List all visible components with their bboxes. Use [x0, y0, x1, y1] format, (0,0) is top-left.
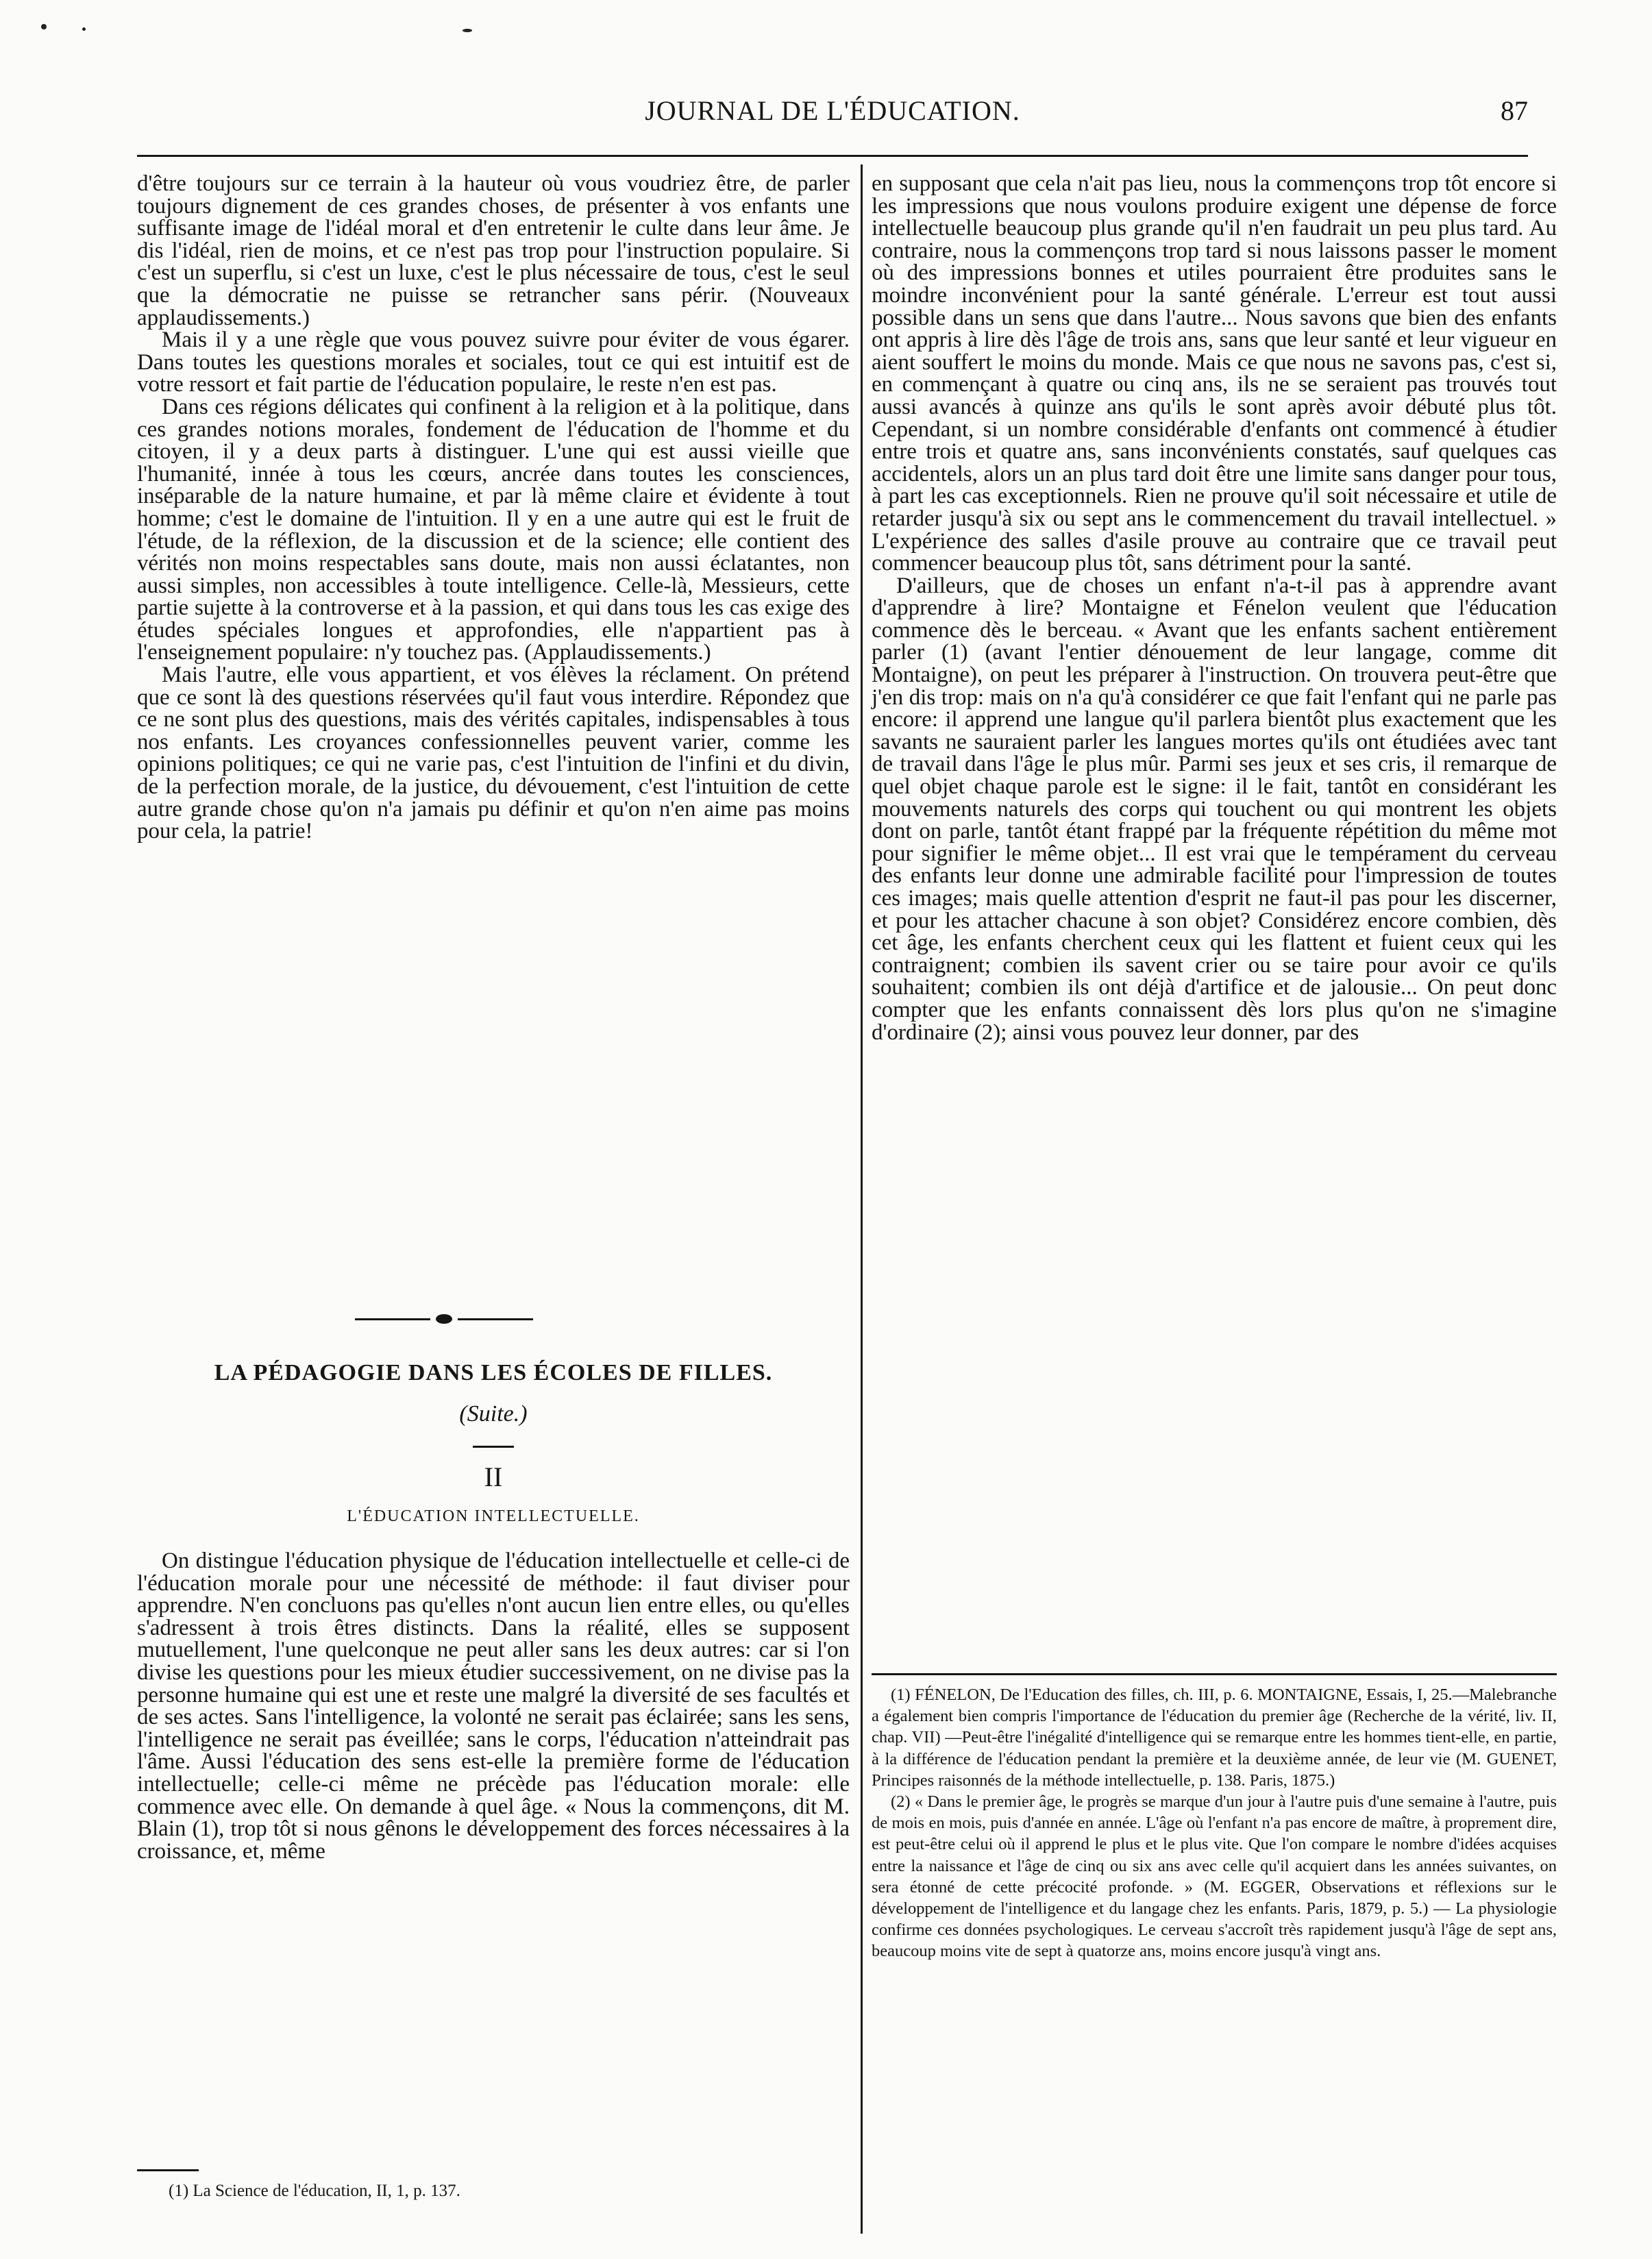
right-footnote-2: (2) « Dans le premier âge, le progrès se marque d'un jour à l'autre puis d'une semaine à l'autre, puis de mois en mois, puis d'année en année. L'âge où l'enfant n'a pas encore de maître, à proprement dire, est peut-être celui où il apprend le plus et le plus vite. Que l'on compare le nombre d'idées acquises entre la naissance et l'âge de cinq ou six ans avec celle qu'il acquiert dans les années suivantes, on sera étonné de cette précocité profonde. » (M. EGGER, Observations et réflexions sur le développement de l'intelligence et du langage chez les enfants. Paris, 1879, p. 5.) — La physiologie confirme ces données psychologiques. Le cerveau s'accroît très rapidement jusqu'à l'âge de sept ans, beaucoup moins vite de sept à quatorze ans, moins encore jusqu'à vingt ans. — [872, 1792, 1557, 1961]
page-number: 87 — [1501, 95, 1528, 126]
left-column — [137, 173, 850, 843]
ink-speck — [41, 24, 47, 29]
left-paragraph-3: Dans ces régions délicates qui confinent à la religion et à la politique, dans ces grandes notions morales, fondement de l'éducation de l'homme et du citoyen, il y a deux parts à distinguer. L'une qui est aussi vieille que l'humanité, innée à tous les cœurs, ancrée dans toutes les consciences, inséparable de la nature humaine, et par là même claire et évidente à tout homme; c'est le domaine de l'intuition. Il y en a une autre qui est le fruit de l'étude, de la réflexion, de la discussion et de la science; elle contient des vérités non moins respectables sans doute, mais non aussi éclatantes, non aussi simples, non accessibles à toute intelligence. Celle-là, Messieurs, cette partie sujette à la controverse et à la passion, et qui dans tous les cas exige des études spéciales longues et approfondies, elle n'appartient pas à l'enseignement populaire: n'y touchez pas. (Applaudissements.) — [137, 394, 850, 665]
section-subtitle: (Suite.) — [459, 1401, 528, 1427]
left-footnote: (1) La Science de l'éducation, II, 1, p. 137. — [169, 2182, 460, 2200]
right-paragraph-1: en supposant que cela n'ait pas lieu, nous la commençons trop tôt encore si les impressions que nous voulons produire exigent une dépense de force intellectuelle beaucoup plus grande qu'il n'en faudrait un peu plus tard. Au contraire, nous la commençons trop tard si nous laissons passer le moment où des impressions bonnes et utiles pourraient être produites sans le moindre inconvénient pour la santé générale. L'erreur est tout aussi possible dans un sens que dans l'autre... Nous savons que bien des enfants ont appris à lire dès l'âge de trois ans, sans que leur santé et leur vigueur en aient souffert le moins du monde. Mais ce que nous ne savons pas, c'est si, en commençant à quatre ou cinq ans, ils ne se seraient pas trouvés tout aussi avancés à quinze ans qu'ils le sont après avoir débuté plus tôt. Cependant, si un nombre considérable d'enfants ont commencé à étudier entre trois et quatre ans, sans inconvénients constatés, sauf quelques cas accidentels, alors un an plus tard doit être une limite sans danger pour tous, à part les cas exceptionnels. Rien ne prouve qu'il soit nécessaire et utile de retarder jusqu'à six ou sept ans le commencement du travail intellectuel. » L'expérience des salles d'asile prouve au contraire que ce travail peut commencer beaucoup plus tôt, sans détriment pour la santé. — [872, 171, 1557, 576]
ink-speck — [463, 29, 472, 32]
right-footnotes — [872, 1684, 1557, 1962]
header-rule — [137, 155, 1528, 157]
right-footnote-rule — [872, 1673, 1557, 1675]
right-paragraph-2: D'ailleurs, que de choses un enfant n'a-t-il pas à apprendre avant d'apprendre à lire? Montaigne et Fénelon veulent que l'éducation commence dès le berceau. « Avant que les enfants sachent entièrement parler (1) (avant l'entier dénouement de leur langage, comme dit Montaigne), on peut les préparer à l'instruction. On trouvera peut-être que j'en dis trop: mais on n'a qu'à considérer ce que fait l'enfant qui ne parle pas encore: il apprend une langue qu'il parlera bientôt plus exactement que les savants ne sauraient parler les langues mortes qu'ils ont étudiées avec tant de travail dans l'âge le plus mûr. Parmi ses jeux et ses cris, il remarque de quel objet chaque parole est le signe: il le fait, tantôt en considérant les mouvements naturels des corps qui touchent ou qui montrent les objets dont on parle, tantôt étant frappé par la fréquente répétition du même mot pour signifier le même objet... Il est vrai que le tempérament du cerveau des enfants leur donne une admirable facilité pour l'impression de toutes ces images; mais quelle attention d'esprit ne faut-il pas pour les discerner, et pour les attacher chacune à son objet? Considérez encore combien, dès cet âge, les enfants cherchent ceux qui les flattent et fuient ceux qui les contraignent; combien ils savent crier ou se taire pour avoir ce qu'ils souhaitent; combien ils ont déjà d'artifice et de jalousie... On peut donc compter que les enfants connaissent dès lors plus qu'on ne s'imagine d'ordinaire (2); ainsi vous pouvez leur donner, par des — [872, 573, 1557, 1045]
left-paragraph-2: Mais il y a une règle que vous pouvez suivre pour éviter de vous égarer. Dans toutes les questions morales et sociales, tout ce qui est intuitif est de votre ressort et fait partie de l'éducation populaire, le reste n'en est pas. — [137, 328, 850, 397]
left-paragraph-4: Mais l'autre, elle vous appartient, et vos élèves la réclament. On prétend que ce sont là des questions réservées qu'il faut vous interdire. Répondez que ce ne sont plus des questions, mais des vérités capitales, indispensables à tous nos enfants. Les croyances confessionnelles peuvent varier, comme les opinions politiques; ce qui ne varie pas, c'est l'intuition de l'infini et du divin, de la perfection morale, de la justice, du dévouement, c'est l'intuition de cette autre grande chose qu'on n'a jamais pu définir et qu'on n'en aime pas moins pour cela, la patrie! — [137, 663, 850, 844]
section-subheading: L'ÉDUCATION INTELLECTUELLE. — [347, 1507, 640, 1525]
section-short-rule — [473, 1446, 514, 1448]
running-header — [137, 95, 1528, 136]
ink-speck — [82, 27, 86, 31]
section-number: II — [484, 1461, 503, 1492]
section-body — [137, 1550, 850, 1862]
right-footnote-1: (1) FÉNELON, De l'Education des filles, ch. III, p. 6. MONTAIGNE, Essais, I, 25.—Malebranche a également bien compris l'importance de l'éducation du premier âge (Recherche de la vérité, liv. II, chap. VII) —Peut-être l'inégalité d'intelligence qui se remarque entre les hommes tient-elle, en partie, à la différence de l'éducation pendant la première et la deuxième année, de leur vie (M. GUENET, Principes raisonnés de la méthode intellectuelle, p. 138. Paris, 1875.) — [872, 1686, 1557, 1790]
column-divider — [861, 164, 863, 2234]
left-paragraph-1: d'être toujours sur ce terrain à la hauteur où vous voudriez être, de parler toujours dignement de ces grandes choses, de présenter à vos enfants une suffisante image de l'idéal moral et d'en entretenir le culte dans leur âme. Je dis l'idéal, rien de moins, et ce n'est pas trop pour l'instruction populaire. Si c'est un superflu, si c'est un luxe, c'est le plus nécessaire de tous, c'est le seul que la démocratie ne puisse se retrancher sans périr. (Nouveaux applaudissements.) — [137, 171, 850, 330]
left-footnote-rule — [137, 2169, 199, 2171]
right-column — [872, 173, 1557, 1044]
journal-title: JOURNAL DE L'ÉDUCATION. — [645, 95, 1020, 126]
section-paragraph: On distingue l'éducation physique de l'éducation intellectuelle et celle-ci de l'éducation morale pour une nécessité de méthode: il faut diviser pour apprendre. N'en concluons pas qu'elles n'ont aucun lien entre elles, ou qu'elles s'adressent à trois êtres distincts. Dans la réalité, elles se supposent mutuellement, l'une quelconque ne peut aller sans les deux autres: car si l'on divise les questions pour les mieux étudier successivement, on ne divise pas la personne humaine qui est une et reste une malgré la diversité de ses facultés et de ses actes. Sans l'intelligence, la volonté ne serait pas éclairée; sans les sens, l'intelligence ne serait pas éveillée; sans le corps, l'éducation n'atteindrait pas l'âme. Aussi l'éducation des sens est-elle la première forme de l'éducation intellectuelle; celle-ci même ne précède pas l'éducation morale: elle commence avec elle. On demande à quel âge. « Nous la commençons, dit M. Blain (1), trop tôt si nous gênons le développement des forces nécessaires à la croissance, et, même — [137, 1548, 850, 1864]
section-separator — [355, 1314, 533, 1324]
section-title: LA PÉDAGOGIE DANS LES ÉCOLES DE FILLES. — [214, 1360, 773, 1385]
